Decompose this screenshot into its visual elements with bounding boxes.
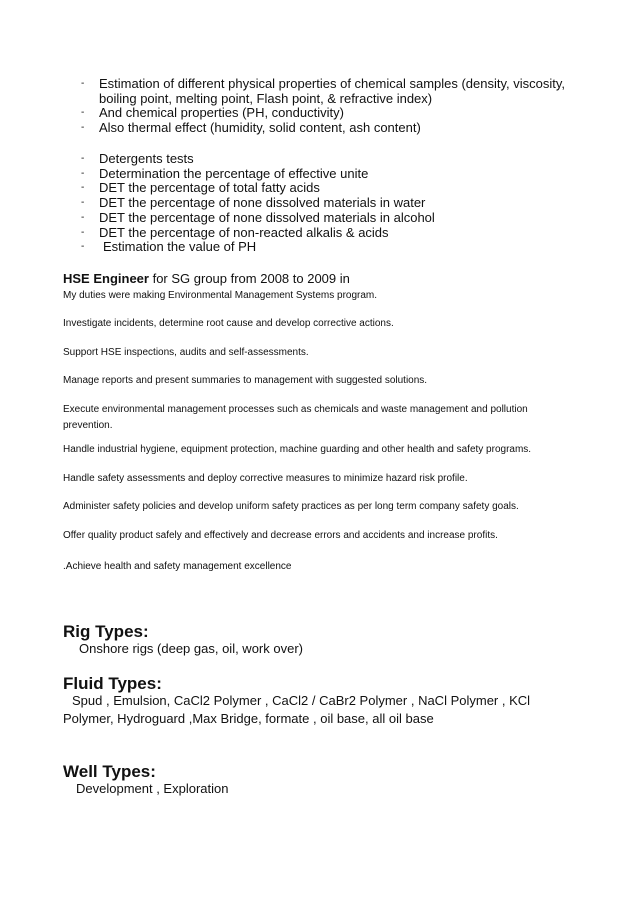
list-item-text: DET the percentage of non-reacted alkalis & acids <box>99 224 389 240</box>
list-item-text: Also thermal effect (humidity, solid content, ash content) <box>99 120 421 136</box>
bullet-dash: - <box>81 182 85 194</box>
list-item <box>81 181 581 196</box>
bullet-dash: - <box>81 153 85 164</box>
job-details: for SG group from 2008 to 2009 in <box>148 271 350 286</box>
bullet-dash: - <box>81 226 85 238</box>
list-item-text: Determination the percentage of effective unite <box>99 165 369 181</box>
list-item-text: DET the percentage of none dissolved materials in alcohol <box>99 209 435 225</box>
list-item-text: Detergents tests <box>99 151 194 166</box>
job-role: HSE Engineer <box>63 271 149 286</box>
list-item <box>81 77 581 106</box>
duty-paragraph: Administer safety policies and develop uniform safety practices as per long term company safety goals. <box>63 501 519 512</box>
list-item <box>81 226 581 241</box>
well-types-heading: Well Types: <box>63 762 156 781</box>
fluid-types-text: Spud , Emulsion, CaCl2 Polymer , CaCl2 / CaBr2 Polymer , NaCl Polymer , KCl Polymer, Hydroguard ,Max Bridge, formate , oil base, all oil base <box>63 693 531 726</box>
list-item <box>81 211 581 226</box>
rig-types-heading: Rig Types: <box>63 622 149 641</box>
fluid-types-heading: Fluid Types: <box>63 674 162 693</box>
duty-paragraph: Handle safety assessments and deploy corrective measures to minimize hazard risk profile. <box>63 473 468 484</box>
bullet-dash: - <box>81 211 85 223</box>
duty-paragraph: Manage reports and present summaries to management with suggested solutions. <box>63 375 428 386</box>
list-item <box>81 167 581 182</box>
bullet-dash: - <box>81 197 85 209</box>
list-item-text: And chemical properties (PH, conductivity) <box>99 105 344 121</box>
rig-types-text: Onshore rigs (deep gas, oil, work over) <box>79 641 303 656</box>
list-item-text: Estimation of different physical properties of chemical samples (density, viscosity, boiling point, melting point, Flash point, & refractive index) <box>99 76 566 106</box>
list-item <box>81 106 581 121</box>
bullet-dash: - <box>81 78 85 89</box>
detergent-tests-list <box>81 152 581 255</box>
lab-tests-list <box>81 77 581 136</box>
duty-paragraph: Handle industrial hygiene, equipment protection, machine guarding and other health and safety programs. <box>63 444 532 455</box>
list-item-text: Estimation the value of PH <box>103 239 257 255</box>
bullet-dash: - <box>81 107 85 119</box>
duty-paragraph: My duties were making Environmental Management Systems program. <box>63 290 378 301</box>
well-types-text: Development , Exploration <box>76 781 229 796</box>
duty-paragraph: Execute environmental management processes such as chemicals and waste management and pollution prevention. <box>63 404 528 431</box>
list-item <box>81 196 581 211</box>
duty-paragraph: Investigate incidents, determine root cause and develop corrective actions. <box>63 318 394 329</box>
list-item <box>81 152 581 167</box>
list-item-text: DET the percentage of none dissolved materials in water <box>99 195 426 211</box>
bullet-dash: - <box>81 241 85 253</box>
duty-paragraph: Offer quality product safely and effectively and decrease errors and accidents and increase profits. <box>63 530 498 541</box>
list-item-text: DET the percentage of total fatty acids <box>99 180 320 196</box>
job-title <box>63 271 350 286</box>
list-item <box>81 121 581 136</box>
bullet-dash: - <box>81 167 85 179</box>
duty-paragraph: Support HSE inspections, audits and self-assessments. <box>63 347 309 358</box>
bullet-dash: - <box>81 122 85 134</box>
list-item <box>81 240 581 255</box>
duty-paragraph: .Achieve health and safety management excellence <box>63 561 292 572</box>
